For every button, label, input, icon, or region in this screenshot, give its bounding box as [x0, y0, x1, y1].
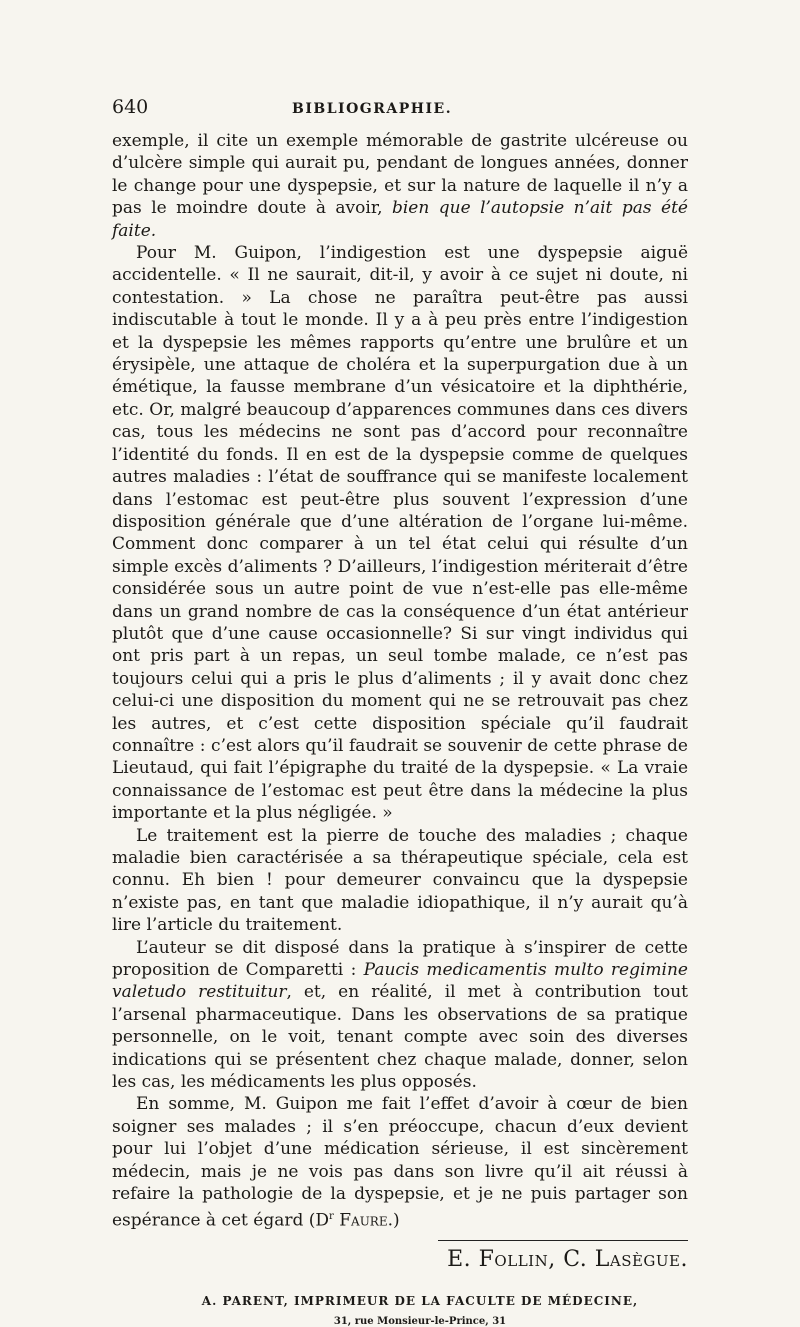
paragraph: L’auteur se dit disposé dans la pratique à s’inspirer de cette proposition de Comparetti : Paucis medicamentis multo regimine valetudo restituitur, et, en réalité, il met à contribution tout l’arsenal pharmaceutique. Dans les observations de sa pratique personnelle, on le voit, tenant compte avec soin des diverses indications qui se présentent chez chaque malade, donner, selon les cas, les médicaments les plus opposés.: [112, 937, 688, 1093]
author-lasegue: C. Lasègue.: [563, 1246, 688, 1272]
page-number: 640: [112, 96, 149, 118]
printer-address: 31, rue Monsieur-le-Prince, 31: [333, 1315, 507, 1327]
body-text: [112, 130, 688, 1232]
paragraph: exemple, il cite un exemple mémorable de gastrite ulcéreuse ou d’ulcère simple qui aurait pu, pendant de longues années, donner le change pour une dyspepsie, et sur la nature de laquelle il n’y a pas le moindre doute à avoir, bien que l’autopsie n’ait pas été faite.: [112, 131, 688, 241]
printer-imprint: A. PARENT, IMPRIMEUR DE LA FACULTE DE MÉDECINE,: [201, 1293, 639, 1308]
page: [112, 96, 688, 1327]
paragraph: En somme, M. Guipon me fait l’effet d’avoir à cœur de bien soigner ses malades ; il s’en préoccupe, chacun d’eux devient pour lui l’objet d’une médication sérieuse, il est sincèrement médecin, mais je ne vois pas dans son livre qu’il ait réussi à refaire la pathologie de la dyspepsie, et je ne puis partager son espérance à cet égard ($D^r$ Faure.): [112, 1094, 688, 1231]
signature-rule: [438, 1240, 688, 1241]
page-header: [112, 96, 688, 130]
signature: E. Follin, C. Lasègue.: [447, 1246, 688, 1272]
paragraph: Pour M. Guipon, l’indigestion est une dyspepsie aiguë accidentelle. « Il ne saurait, dit-il, y avoir à ce sujet ni doute, ni contestation. » La chose ne paraîtra peut-être pas aussi indiscutable à tout le monde. Il y a à peu près entre l’indigestion et la dyspepsie les mêmes rapports qu’entre une brulûre et un érysipèle, une attaque de choléra et la superpurgation due à un émétique, la fausse membrane d’un vésicatoire et la diphthérie, etc. Or, malgré beaucoup d’apparences communes dans ces divers cas, tous les médecins ne sont pas d’accord pour reconnaître l’identité du fonds. Il en est de la dyspepsie comme de quelques autres maladies : l’état de souffrance qui se manifeste localement dans l’estomac est peut-être plus souvent l’expression d’une disposition générale que d’une altération de l’organe lui-même. Comment donc comparer à un tel état celui qui résulte d’un simple excès d’aliments ? D’ailleurs, l’indigestion mériterait d’être considérée sous un autre point de vue n’est-elle pas elle-même dans un grand nombre de cas la conséquence d’un état antérieur plutôt que d’une cause occasionnelle? Si sur vingt individus qui ont pris part à un repas, un seul tombe malade, ce n’est pas toujours celui qui a pris le plus d’aliments ; il y avait donc chez celui-ci une disposition du moment qui ne se retrouvait pas chez les autres, et c’est cette disposition spéciale qu’il faudrait connaître : c’est alors qu’il faudrait se souvenir de cette phrase de Lieutaud, qui fait l’épigraphe du traité de la dyspepsie. « La vraie connaissance de l’estomac est peut être dans la médecine la plus importante et la plus négligée. »: [112, 243, 688, 824]
author-follin: E. Follin: [447, 1246, 549, 1272]
running-head: BIBLIOGRAPHIE.: [292, 101, 453, 117]
paragraph: Le traitement est la pierre de touche des maladies ; chaque maladie bien caractérisée a sa thérapeutique spéciale, cela est connu. Eh bien ! pour demeurer convaincu que la dyspepsie n’existe pas, en tant que maladie idiopathique, il n’y aurait qu’à lire l’article du traitement.: [112, 825, 688, 936]
